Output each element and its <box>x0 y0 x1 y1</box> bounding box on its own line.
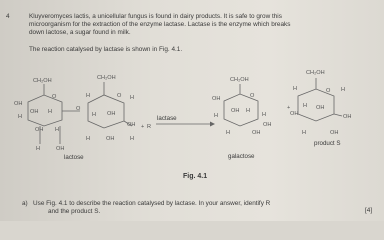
group-h: H <box>55 127 60 133</box>
group-oh: OH <box>30 109 39 115</box>
group-ch2oh: CH₂OH <box>97 75 116 81</box>
group-h: H <box>303 103 308 109</box>
group-oh: OH <box>252 130 261 136</box>
product-s-label: product S <box>314 140 341 147</box>
reactant-r: R <box>147 124 152 130</box>
group-oh: OH <box>107 111 116 117</box>
reaction-arrow <box>141 122 215 131</box>
plus-sign: + <box>141 124 145 130</box>
ring-oxygen: O <box>250 93 255 99</box>
group-h: H <box>130 95 135 101</box>
intro-line-2: microorganism for the extraction of the enzyme lactase. Lactase is the enzyme which breaks <box>29 21 291 28</box>
part-a-question: Use Fig. 4.1 to describe the reaction catalysed by lactase. In your answer, identify R <box>33 200 271 207</box>
galactose-ring <box>212 77 271 136</box>
question-number: 4 <box>6 13 10 20</box>
lactose-label: lactose <box>64 154 84 161</box>
ring-oxygen: O <box>117 93 122 99</box>
part-a-line-2: and the product S. <box>48 208 101 215</box>
group-oh: OH <box>330 130 339 136</box>
group-oh: OH <box>35 127 44 133</box>
product-s-ring <box>287 70 351 136</box>
group-oh: OH <box>14 101 23 107</box>
part-a-label: a) <box>22 200 28 207</box>
ring-oxygen: O <box>76 106 81 112</box>
group-h: H <box>86 136 91 142</box>
group-ch2oh: CH₂OH <box>306 70 325 76</box>
group-h: H <box>18 114 23 120</box>
group-h: H <box>48 109 53 115</box>
group-oh: OH <box>127 122 136 128</box>
group-oh: OH <box>263 122 272 128</box>
group-oh: OH <box>212 96 221 102</box>
reaction-text: The reaction catalysed by lactase is shown in Fig. 4.1. <box>29 46 183 53</box>
group-h: H <box>36 146 41 152</box>
group-h: H <box>92 112 97 118</box>
group-oh: OH <box>56 146 65 152</box>
intro-line-3: down lactose, a sugar found in milk. <box>29 29 131 36</box>
ring-oxygen: O <box>326 88 331 94</box>
group-ch2oh: CH₂OH <box>230 77 249 83</box>
lactose-left-ring <box>14 78 81 152</box>
group-h: H <box>246 108 251 114</box>
group-h: H <box>130 136 135 142</box>
group-h: H <box>341 87 346 93</box>
group-h: H <box>214 113 219 119</box>
group-h: H <box>226 130 231 136</box>
group-h: H <box>293 86 298 92</box>
plus-sign: + <box>287 105 291 111</box>
ring-oxygen: O <box>52 94 57 100</box>
figure-caption: Fig. 4.1 <box>183 173 208 180</box>
group-oh: OH <box>316 105 325 111</box>
marks-label: [4] <box>365 207 373 214</box>
galactose-label: galactose <box>228 153 255 160</box>
group-oh: OH <box>231 108 240 114</box>
group-oh: OH <box>343 114 352 120</box>
enzyme-label: lactase <box>157 115 177 122</box>
part-a-line-1 <box>22 200 270 208</box>
group-h: H <box>86 93 91 99</box>
group-h: H <box>262 112 267 118</box>
group-oh: OH <box>106 136 115 142</box>
group-oh: OH <box>290 111 299 117</box>
group-h: H <box>302 130 307 136</box>
group-ch2oh: CH₂OH <box>33 78 52 84</box>
intro-line-1: Kluyveromyces lactis, a unicellular fungus is found in dairy products. It is safe to grow this <box>29 13 282 20</box>
lactose-right-ring <box>86 75 135 142</box>
